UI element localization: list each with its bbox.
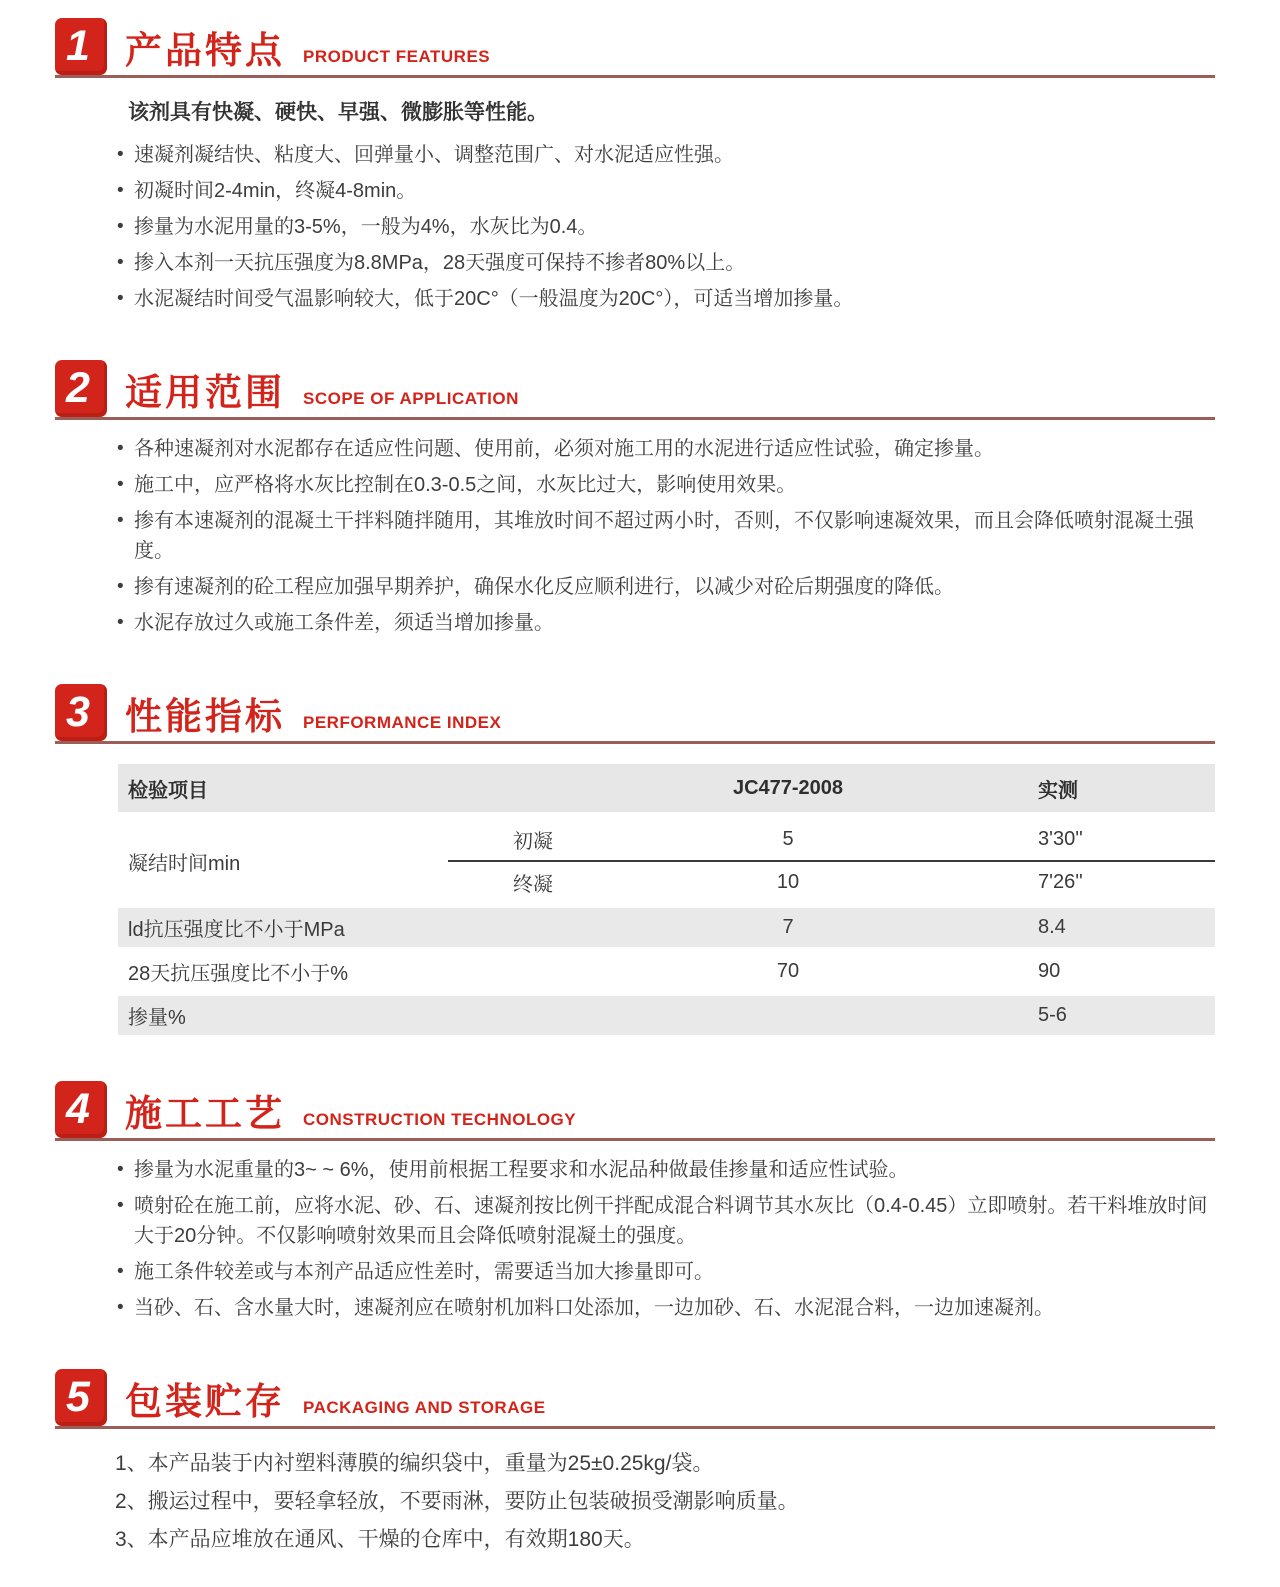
section-2-title: 适用范围 bbox=[125, 372, 285, 413]
bullet-item: • 施工中，应严格将水灰比控制在0.3-0.5之间，水灰比过大，影响使用效果。 bbox=[115, 470, 1215, 500]
table-group-setting-time bbox=[118, 819, 1215, 903]
list-item: 1、本产品装于内衬塑料薄膜的编织袋中，重量为25±0.25kg/袋。 bbox=[115, 1452, 714, 1475]
table-cell-measured: 3'30'' bbox=[1038, 828, 1083, 850]
bullet-item: • 掺入本剂一天抗压强度为8.8MPa，28天强度可保持不掺者80%以上。 bbox=[115, 248, 1215, 278]
section-4-subtitle: CONSTRUCTION TECHNOLOGY bbox=[303, 1110, 577, 1129]
section-1-bullet-list bbox=[115, 140, 1215, 314]
section-3-header bbox=[55, 684, 1215, 744]
table-header-measured: 实测 bbox=[1038, 779, 1078, 802]
section-5-header bbox=[55, 1369, 1215, 1429]
section-product-features bbox=[55, 18, 1215, 314]
table-row bbox=[448, 862, 1215, 903]
table-cell-item: 28天抗压强度比不小于% bbox=[128, 963, 349, 985]
table-cell-standard: 5 bbox=[782, 828, 794, 850]
bullet-item: • 初凝时间2-4min，终凝4-8min。 bbox=[115, 176, 1215, 206]
table-header-item: 检验项目 bbox=[128, 779, 208, 802]
table-cell-measured: 5-6 bbox=[1038, 1004, 1067, 1026]
bullet-item: • 施工条件较差或与本剂产品适应性差时，需要适当加大掺量即可。 bbox=[115, 1257, 1215, 1287]
bullet-item: • 掺量为水泥重量的3~ ~ 6%，使用前根据工程要求和水泥品种做最佳掺量和适应性试验。 bbox=[115, 1155, 1215, 1185]
bullet-item: • 各种速凝剂对水泥都存在适应性问题、使用前，必须对施工用的水泥进行适应性试验，确定掺量。 bbox=[115, 434, 1215, 464]
table-group-subrows bbox=[448, 819, 1215, 903]
section-1-intro: 该剂具有快凝、硬快、早强、微膨胀等性能。 bbox=[128, 101, 548, 124]
section-2-subtitle: SCOPE OF APPLICATION bbox=[303, 389, 519, 408]
table-header-standard: JC477-2008 bbox=[732, 776, 844, 799]
table-row bbox=[118, 952, 1215, 991]
table-header-row bbox=[118, 764, 1215, 812]
table-cell-item: ld抗压强度比不小于MPa bbox=[128, 919, 345, 941]
section-scope-of-application bbox=[55, 360, 1215, 638]
bullet-item: • 速凝剂凝结快、粘度大、回弹量小、调整范围广、对水泥适应性强。 bbox=[115, 140, 1215, 170]
section-5-number-badge: 5 bbox=[55, 1369, 107, 1426]
table-cell-sub: 初凝 bbox=[513, 831, 553, 853]
table-row bbox=[118, 908, 1215, 947]
section-5-numbered-list bbox=[115, 1449, 1215, 1555]
section-3-number-badge: 3 bbox=[55, 684, 107, 741]
performance-index-table bbox=[118, 764, 1215, 1035]
table-row bbox=[118, 996, 1215, 1035]
section-2-header bbox=[55, 360, 1215, 420]
table-cell-standard: 10 bbox=[776, 871, 800, 893]
section-1-title: 产品特点 bbox=[125, 30, 285, 71]
section-2-bullet-list bbox=[115, 434, 1215, 638]
section-4-title: 施工工艺 bbox=[125, 1093, 285, 1134]
table-row bbox=[448, 819, 1215, 860]
bullet-item: • 掺有本速凝剂的混凝土干拌料随拌随用，其堆放时间不超过两小时，否则，不仅影响速凝效果，而且会降低喷射混凝土强度。 bbox=[115, 506, 1215, 566]
section-2-number-badge: 2 bbox=[55, 360, 107, 417]
bullet-item: • 当砂、石、含水量大时，速凝剂应在喷射机加料口处添加，一边加砂、石、水泥混合料，一边加速凝剂。 bbox=[115, 1293, 1215, 1323]
bullet-item: • 水泥存放过久或施工条件差，须适当增加掺量。 bbox=[115, 608, 1215, 638]
section-1-number-badge: 1 bbox=[55, 18, 107, 75]
table-cell-standard: 7 bbox=[782, 916, 794, 938]
list-item: 3、本产品应堆放在通风、干燥的仓库中，有效期180天。 bbox=[115, 1528, 645, 1551]
section-1-header bbox=[55, 18, 1215, 78]
table-cell-sub: 终凝 bbox=[513, 874, 553, 896]
table-cell-measured: 7'26'' bbox=[1038, 871, 1083, 893]
table-cell-group-label: 凝结时间min bbox=[128, 852, 241, 875]
section-construction-technology bbox=[55, 1081, 1215, 1323]
list-item: 2、搬运过程中，要轻拿轻放，不要雨淋，要防止包装破损受潮影响质量。 bbox=[115, 1490, 799, 1513]
bullet-item: • 喷射砼在施工前，应将水泥、砂、石、速凝剂按比例干拌配成混合料调节其水灰比（0.4-0.45）立即喷射。若干料堆放时间大于20分钟。不仅影响喷射效果而且会降低喷射混凝土的强度。 bbox=[115, 1191, 1215, 1251]
table-cell-item: 掺量% bbox=[128, 1007, 186, 1029]
section-3-title: 性能指标 bbox=[125, 696, 285, 737]
section-performance-index bbox=[55, 684, 1215, 1035]
section-3-subtitle: PERFORMANCE INDEX bbox=[303, 713, 502, 732]
bullet-item: • 水泥凝结时间受气温影响较大，低于20C°（一般温度为20C°），可适当增加掺量。 bbox=[115, 284, 1215, 314]
table-cell-measured: 8.4 bbox=[1038, 916, 1066, 938]
section-1-subtitle: PRODUCT FEATURES bbox=[303, 47, 491, 66]
section-packaging-and-storage bbox=[55, 1369, 1215, 1555]
table-cell-standard: 70 bbox=[776, 960, 800, 982]
section-4-bullet-list bbox=[115, 1155, 1215, 1323]
section-5-title: 包装贮存 bbox=[125, 1381, 285, 1422]
bullet-item: • 掺有速凝剂的砼工程应加强早期养护，确保水化反应顺利进行，以减少对砼后期强度的降低。 bbox=[115, 572, 1215, 602]
bullet-item: • 掺量为水泥用量的3-5%，一般为4%，水灰比为0.4。 bbox=[115, 212, 1215, 242]
section-4-header bbox=[55, 1081, 1215, 1141]
section-4-number-badge: 4 bbox=[55, 1081, 107, 1138]
table-cell-measured: 90 bbox=[1038, 960, 1061, 982]
section-5-subtitle: PACKAGING AND STORAGE bbox=[303, 1398, 546, 1417]
